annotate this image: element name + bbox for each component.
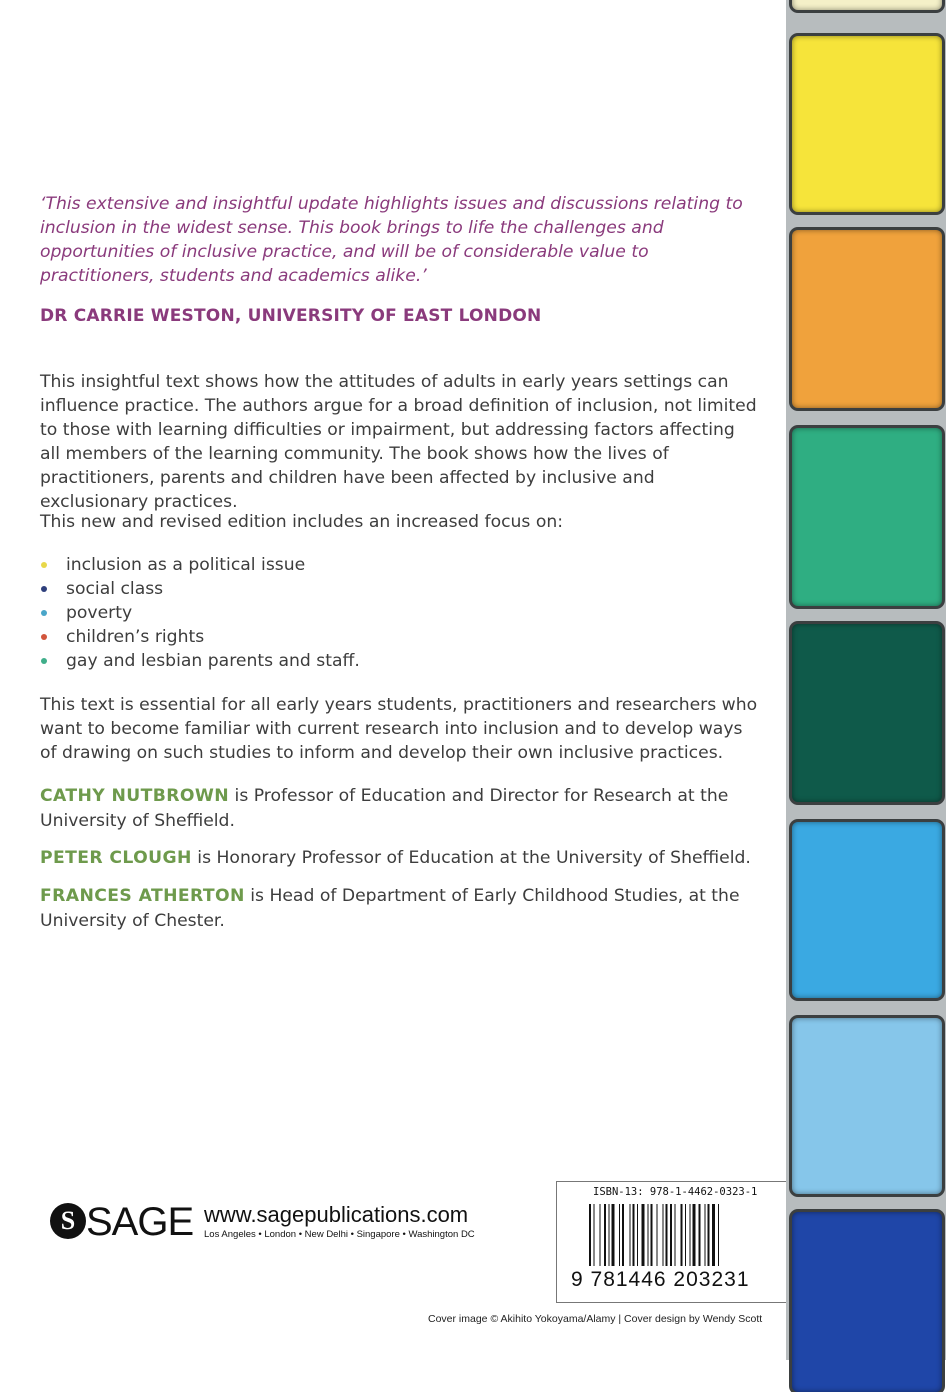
paint-pan — [792, 1212, 942, 1392]
list-item: gay and lesbian parents and staff. — [40, 649, 360, 673]
list-item: inclusion as a political issue — [40, 553, 360, 577]
paint-pan — [792, 1018, 942, 1194]
paint-pan — [792, 36, 942, 212]
publisher-name: SAGE — [86, 1200, 194, 1244]
bullet-icon — [41, 610, 47, 616]
description-paragraph: This insightful text shows how the attitudes of adults in early years settings can influence practice. The authors argue for a broad definition of inclusion, not limited to those with learning difficulties or impairment, but addressing factors affecting all members of the learning community. The book shows how the lives of practitioners, parents and children have been affected by inclusive and exclusionary practices. — [40, 372, 757, 512]
paint-pan — [792, 624, 942, 802]
bullet-icon — [41, 658, 47, 664]
barcode-bar — [657, 1204, 658, 1266]
paint-pan — [792, 0, 942, 10]
author-name: PETER CLOUGH — [40, 848, 192, 868]
sage-mark-icon: S — [50, 1203, 86, 1239]
barcode-bar — [708, 1204, 710, 1266]
barcode-bar — [705, 1204, 706, 1266]
barcode-bar — [718, 1204, 719, 1266]
barcode-bar — [633, 1204, 635, 1266]
barcode-bar — [630, 1204, 631, 1266]
barcode-bar — [619, 1204, 620, 1266]
publisher-logo — [50, 1200, 510, 1250]
barcode-bar — [681, 1204, 683, 1266]
author-bio: PETER CLOUGH is Honorary Professor of Education at the University of Sheffield. — [40, 848, 751, 868]
audience-paragraph: This text is essential for all early years students, practitioners and researchers who want to become familiar with current research into inclusion and to develop ways of drawing on such studies to inform and develop their own inclusive practices. — [40, 695, 758, 763]
endorsement-author: DR CARRIE WESTON, UNIVERSITY OF EAST LONDON — [40, 306, 542, 326]
author-name: FRANCES ATHERTON — [40, 886, 245, 906]
author-name: CATHY NUTBROWN — [40, 786, 230, 806]
paint-pan — [792, 822, 942, 998]
barcode-bar — [589, 1204, 591, 1266]
list-item: poverty — [40, 601, 360, 625]
barcode-bar — [663, 1204, 664, 1266]
paint-pan — [792, 428, 942, 606]
barcode-bar — [600, 1204, 601, 1266]
barcode-bar — [693, 1204, 696, 1266]
barcode — [556, 1181, 788, 1303]
barcode-bar — [712, 1204, 715, 1266]
barcode-bar — [637, 1204, 638, 1266]
paint-palette-image — [786, 0, 946, 1360]
barcode-bar — [609, 1204, 610, 1266]
author-bio: CATHY NUTBROWN is Professor of Education and Director for Research at the University of Sheffield. — [40, 786, 729, 831]
isbn-label: ISBN-13: 978-1-4462-0323-1 — [593, 1186, 758, 1198]
barcode-bar — [670, 1204, 672, 1266]
paint-pan — [792, 230, 942, 408]
barcode-bar — [604, 1204, 606, 1266]
bullet-icon — [41, 634, 47, 640]
barcode-bar — [594, 1204, 595, 1266]
publisher-url: www.sagepublications.com — [204, 1202, 469, 1227]
barcode-bar — [666, 1204, 668, 1266]
bullet-icon — [41, 562, 47, 568]
barcode-bars — [589, 1204, 757, 1274]
barcode-bar — [642, 1204, 645, 1266]
barcode-bar — [690, 1204, 691, 1266]
focus-intro: This new and revised edition includes an increased focus on: — [40, 512, 564, 532]
list-item: social class — [40, 577, 360, 601]
focus-list — [40, 553, 360, 673]
barcode-number: 9 781446 203231 — [571, 1268, 750, 1291]
cover-credit: Cover image © Akihito Yokoyama/Alamy | Cover design by Wendy Scott — [428, 1313, 763, 1325]
author-bio: FRANCES ATHERTON is Head of Department of Early Childhood Studies, at the University of Chester. — [40, 886, 740, 931]
barcode-bar — [622, 1204, 624, 1266]
barcode-bar — [699, 1204, 701, 1266]
bullet-icon — [41, 586, 47, 592]
barcode-bar — [651, 1204, 653, 1266]
barcode-bar — [648, 1204, 649, 1266]
barcode-bar — [612, 1204, 615, 1266]
barcode-bar — [685, 1204, 686, 1266]
endorsement-quote: ‘This extensive and insightful update highlights issues and discussions relating to inclusion in the widest sense. This book brings to life the challenges and opportunities of inclusive practice, and will be of considerable value to practitioners, students and academics alike.’ — [40, 194, 743, 286]
publisher-cities: Los Angeles • London • New Delhi • Singapore • Washington DC — [204, 1229, 475, 1240]
list-item: children’s rights — [40, 625, 360, 649]
barcode-bar — [675, 1204, 676, 1266]
